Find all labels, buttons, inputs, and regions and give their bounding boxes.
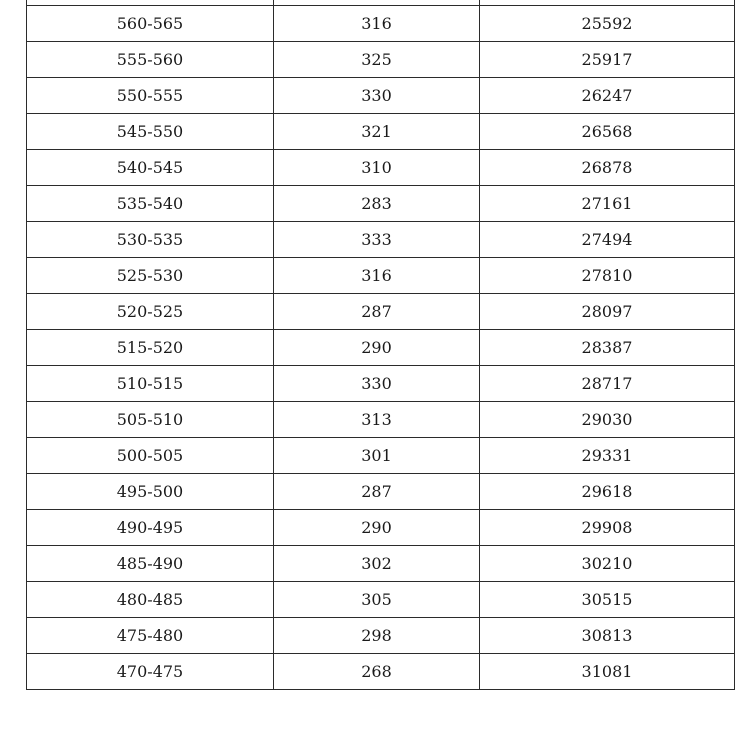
cumulative-count-cell: 29908: [480, 510, 735, 546]
cumulative-count-cell: 30813: [480, 618, 735, 654]
cumulative-count-cell: 28387: [480, 330, 735, 366]
table-row: [27, 222, 735, 258]
count-cell: 330: [274, 78, 480, 114]
count-cell: 298: [274, 618, 480, 654]
table-row: [27, 582, 735, 618]
table-row: [27, 330, 735, 366]
table-row: [27, 402, 735, 438]
table-row: [27, 186, 735, 222]
score-range-cell: 540-545: [27, 150, 274, 186]
table-row: [27, 654, 735, 690]
count-cell: 290: [274, 330, 480, 366]
count-cell: 283: [274, 186, 480, 222]
cumulative-count-cell: 29618: [480, 474, 735, 510]
score-range-cell: 530-535: [27, 222, 274, 258]
table-row: [27, 438, 735, 474]
score-range-cell: 560-565: [27, 6, 274, 42]
count-cell: 316: [274, 258, 480, 294]
table-row: [27, 78, 735, 114]
count-cell: 305: [274, 582, 480, 618]
table-row: [27, 546, 735, 582]
score-range-cell: 470-475: [27, 654, 274, 690]
count-cell: 310: [274, 150, 480, 186]
cumulative-count-cell: 25592: [480, 6, 735, 42]
count-cell: 290: [274, 510, 480, 546]
cumulative-count-cell: 27494: [480, 222, 735, 258]
count-cell: 316: [274, 6, 480, 42]
score-range-cell: 475-480: [27, 618, 274, 654]
cumulative-count-cell: 29030: [480, 402, 735, 438]
score-range-cell: 525-530: [27, 258, 274, 294]
cumulative-count-cell: 26878: [480, 150, 735, 186]
count-cell: 313: [274, 402, 480, 438]
score-distribution-table: [26, 0, 735, 690]
score-range-cell: 555-560: [27, 42, 274, 78]
table-row: [27, 294, 735, 330]
score-range-cell: 490-495: [27, 510, 274, 546]
cumulative-count-cell: 26568: [480, 114, 735, 150]
cumulative-count-cell: 30515: [480, 582, 735, 618]
table-row: [27, 258, 735, 294]
table-row: [27, 510, 735, 546]
table-row: [27, 474, 735, 510]
count-cell: 302: [274, 546, 480, 582]
table-row: [27, 6, 735, 42]
score-range-cell: 485-490: [27, 546, 274, 582]
table-row: [27, 150, 735, 186]
score-range-cell: 520-525: [27, 294, 274, 330]
count-cell: 287: [274, 474, 480, 510]
cumulative-count-cell: 27810: [480, 258, 735, 294]
table-row: [27, 42, 735, 78]
table-row: [27, 366, 735, 402]
score-range-cell: 515-520: [27, 330, 274, 366]
cumulative-count-cell: 26247: [480, 78, 735, 114]
cumulative-count-cell: 28717: [480, 366, 735, 402]
cumulative-count-cell: 29331: [480, 438, 735, 474]
cumulative-count-cell: 28097: [480, 294, 735, 330]
score-range-cell: 545-550: [27, 114, 274, 150]
score-range-cell: 495-500: [27, 474, 274, 510]
score-range-cell: 510-515: [27, 366, 274, 402]
score-range-cell: 535-540: [27, 186, 274, 222]
count-cell: 268: [274, 654, 480, 690]
count-cell: 287: [274, 294, 480, 330]
cumulative-count-cell: 27161: [480, 186, 735, 222]
cumulative-count-cell: 31081: [480, 654, 735, 690]
score-range-cell: 550-555: [27, 78, 274, 114]
score-range-cell: 505-510: [27, 402, 274, 438]
cumulative-count-cell: 30210: [480, 546, 735, 582]
table-body: [27, 0, 735, 690]
table-row: [27, 114, 735, 150]
cumulative-count-cell: 25917: [480, 42, 735, 78]
count-cell: 325: [274, 42, 480, 78]
count-cell: 333: [274, 222, 480, 258]
count-cell: 301: [274, 438, 480, 474]
table-row: [27, 618, 735, 654]
count-cell: 321: [274, 114, 480, 150]
score-range-cell: 500-505: [27, 438, 274, 474]
score-table-container: [26, 0, 735, 690]
count-cell: 330: [274, 366, 480, 402]
score-range-cell: 480-485: [27, 582, 274, 618]
